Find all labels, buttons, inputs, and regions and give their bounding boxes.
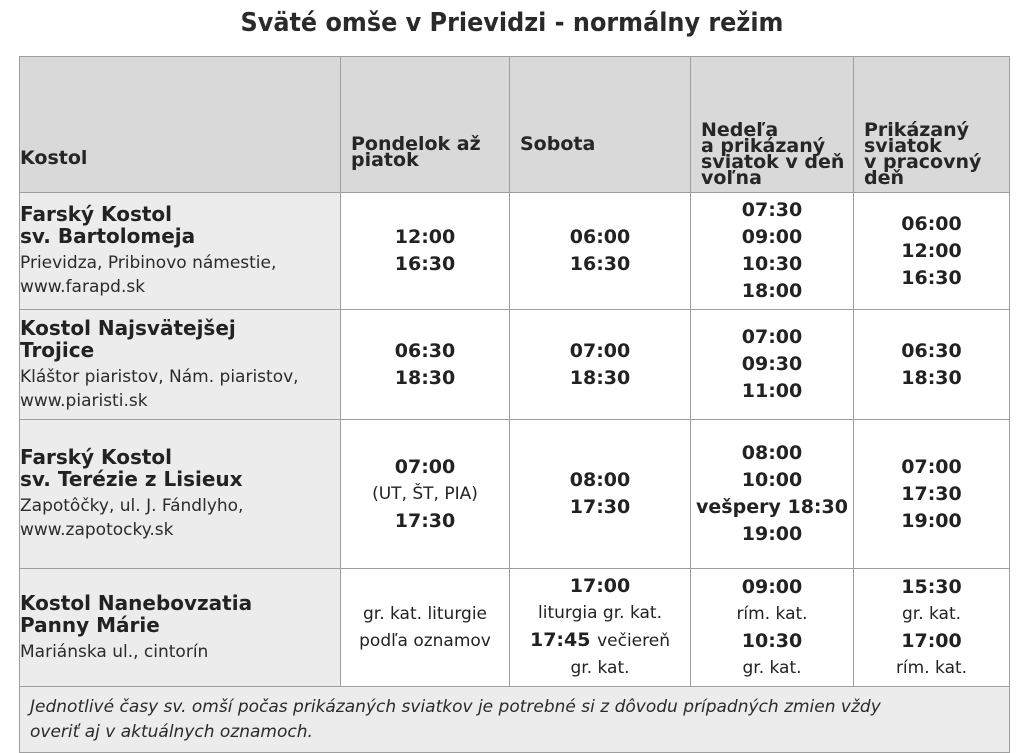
table-row — [20, 310, 1010, 420]
church-name-line: Farský Kostol — [20, 445, 173, 469]
mass-time: 17:00 — [569, 575, 631, 597]
holiday-times — [854, 310, 1010, 420]
mass-time: 17:30 — [569, 496, 631, 518]
footnote — [20, 687, 1010, 753]
church-address — [20, 251, 340, 299]
mass-time: 06:30 — [394, 339, 456, 362]
header-sunday-line: sviatok v deň — [701, 151, 845, 173]
mass-time: 10:00 — [741, 469, 803, 491]
header-row — [20, 57, 1010, 193]
holiday-times — [854, 420, 1010, 569]
mass-time: 18:30 — [901, 366, 962, 389]
church-name-line: Trojice — [20, 337, 95, 362]
mass-time: 07:30 — [741, 199, 803, 221]
mass-time: 06:00 — [901, 212, 962, 235]
mass-time: 06:00 — [569, 226, 631, 248]
mass-note: liturgia gr. kat. — [538, 603, 662, 623]
mass-time: 09:00 — [741, 226, 803, 248]
mass-time: 07:00 — [394, 455, 456, 478]
mass-note: podľa oznamov — [359, 630, 491, 651]
mass-time: 18:30 — [394, 366, 456, 389]
header-holiday-line: sviatok — [864, 135, 942, 157]
header-sunday — [691, 57, 854, 193]
mass-time: 07:00 — [741, 326, 803, 348]
mass-note: gr. kat. — [742, 657, 802, 678]
church-website: www.zapotocky.sk — [20, 520, 174, 540]
mass-time: 15:30 — [901, 575, 962, 598]
mass-note: gr. kat. liturgie — [362, 603, 487, 624]
mass-time: 17:30 — [901, 482, 962, 505]
church-name-line: sv. Bartolomeja — [20, 224, 196, 248]
header-weekday-line: piatok — [351, 149, 419, 171]
mass-time: 16:30 — [901, 266, 962, 289]
saturday-times — [510, 569, 691, 687]
footnote-line: overiť aj v aktuálnych oznamoch. — [30, 721, 313, 742]
header-saturday-label: Sobota — [520, 133, 596, 155]
header-sunday-line: voľna — [701, 167, 762, 189]
mass-time: 08:00 — [741, 442, 803, 464]
sunday-times — [691, 569, 854, 687]
holiday-times — [854, 193, 1010, 310]
header-holiday-line: Prikázaný — [864, 119, 970, 141]
mass-time: 18:00 — [741, 280, 803, 302]
church-name-line: Kostol Najsvätejšej — [20, 315, 236, 340]
saturday-times — [510, 420, 691, 569]
mass-time: 07:00 — [901, 455, 962, 478]
church-cell — [20, 310, 341, 420]
header-weekday-line: Pondelok až — [351, 133, 481, 155]
church-website: www.farapd.sk — [20, 277, 146, 297]
header-kostol-label: Kostol — [20, 147, 88, 169]
mass-note: rím. kat. — [736, 603, 808, 624]
church-address — [20, 640, 340, 664]
mass-time: 16:30 — [394, 253, 456, 275]
table-row — [20, 420, 1010, 569]
church-address-line: Zapotôčky, ul. J. Fándlyho, — [20, 496, 244, 516]
church-cell — [20, 569, 341, 687]
mass-time: 08:00 — [569, 469, 631, 491]
mass-time: 16:30 — [569, 253, 631, 275]
mass-schedule-table — [19, 56, 1010, 753]
church-address — [20, 365, 340, 413]
mass-note: gr. kat. — [901, 603, 962, 624]
church-name — [20, 203, 340, 247]
mass-time: vešpery 18:30 — [696, 496, 848, 518]
header-sunday-line: Nedeľa — [701, 119, 779, 141]
weekday-times — [341, 569, 510, 687]
mass-note: gr. kat. — [570, 658, 630, 678]
mass-time: 17:00 — [901, 629, 962, 652]
mass-time: 19:00 — [741, 523, 803, 545]
mass-note: (UT, ŠT, PIA) — [372, 483, 478, 504]
sunday-times — [691, 310, 854, 420]
church-name-line: Kostol Nanebovzatia — [20, 590, 253, 615]
church-name — [20, 592, 340, 636]
church-name — [20, 446, 340, 490]
mass-time: 09:30 — [741, 353, 803, 375]
mass-time: 17:45 — [529, 629, 591, 651]
church-website: www.piaristi.sk — [20, 390, 148, 411]
church-name-line: sv. Terézie z Lisieux — [20, 467, 243, 491]
mass-time: 17:30 — [394, 509, 456, 532]
header-sunday-line: a prikázaný — [701, 135, 826, 157]
mass-time: 06:30 — [901, 339, 962, 362]
church-name — [20, 317, 340, 361]
mass-time: 12:00 — [394, 226, 456, 248]
church-name-line: Farský Kostol — [20, 202, 173, 226]
mass-time: 10:30 — [741, 629, 803, 652]
sunday-times — [691, 420, 854, 569]
header-holiday-line: v pracovný — [864, 151, 982, 173]
mass-time: 09:00 — [741, 575, 803, 598]
sunday-times — [691, 193, 854, 310]
weekday-times — [341, 193, 510, 310]
church-name-line: Panny Márie — [20, 612, 160, 637]
header-weekday — [341, 57, 510, 193]
holiday-times — [854, 569, 1010, 687]
church-address — [20, 494, 340, 542]
table-row — [20, 569, 1010, 687]
church-address-line: Mariánska ul., cintorín — [20, 641, 209, 662]
footnote-row — [20, 687, 1010, 753]
mass-time: 11:00 — [741, 380, 803, 402]
header-holiday — [854, 57, 1010, 193]
mass-time: 18:30 — [569, 366, 631, 389]
church-cell — [20, 193, 341, 310]
table-row — [20, 193, 1010, 310]
church-address-line: Kláštor piaristov, Nám. piaristov, — [20, 366, 299, 387]
mass-time: 19:00 — [901, 509, 962, 532]
mass-note: večiereň — [597, 631, 670, 651]
header-saturday — [510, 57, 691, 193]
mass-time: 10:30 — [741, 253, 803, 275]
saturday-times — [510, 193, 691, 310]
header-kostol — [20, 57, 341, 193]
weekday-times — [341, 420, 510, 569]
mass-time: 12:00 — [901, 239, 962, 262]
mass-note: rím. kat. — [895, 657, 968, 678]
church-address-line: Prievidza, Pribinovo námestie, — [20, 253, 277, 273]
footnote-line: Jednotlivé časy sv. omší počas prikázaných sviatkov je potrebné si z dôvodu prípadných zmien vždy — [30, 696, 881, 717]
mass-time: 07:00 — [569, 339, 631, 362]
page-title: Sväté omše v Prievidzi - normálny režim — [240, 8, 784, 38]
church-cell — [20, 420, 341, 569]
saturday-times — [510, 310, 691, 420]
weekday-times — [341, 310, 510, 420]
header-holiday-line: deň — [864, 167, 905, 189]
